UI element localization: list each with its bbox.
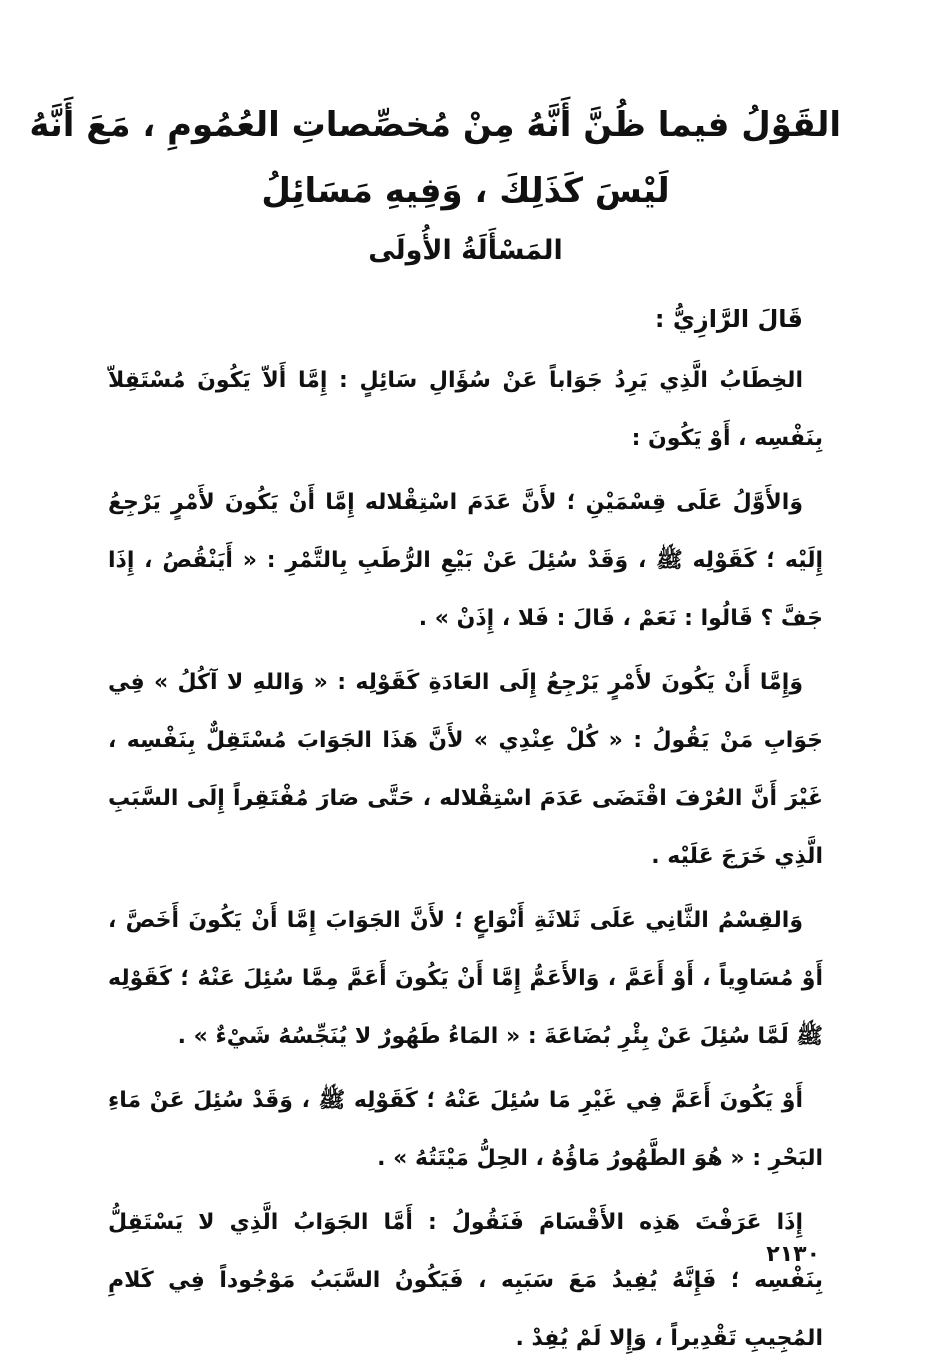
paragraph-4: وَالقِسْمُ الثَّانِي عَلَى ثَلاثَةِ أَنْوَاعٍ ؛ لأَنَّ الجَوَابَ إِمَّا أَنْ يَكُونَ أَخَصَّ ، أَوْ مُسَاوِياً ، أَوْ أَعَمَّ ، وَالأَعَمُّ إِمَّا أَنْ يَكُونَ أَعَمَّ مِمَّا سُئِلَ عَنْهُ ؛ كَقَوْلِه ﷺ لَمَّا سُئِلَ عَنْ بِئْرِ بُضَاعَةَ : « المَاءُ طَهُورٌ لا يُنَجِّسُهُ شَيْءٌ » . xyxy=(108,908,823,1049)
page-number: ٢١٣٠ xyxy=(766,1242,820,1267)
chapter-heading xyxy=(29,92,841,278)
page-body xyxy=(108,292,823,1368)
paragraph-1: الخِطَابُ الَّذِي يَرِدُ جَوَاباً عَنْ سُؤَالِ سَائِلٍ : إِمَّا أَلاّ يَكُونَ مُسْتَقِلاّ بِنَفْسِه ، أَوْ يَكُونَ : xyxy=(108,368,823,451)
speaker-attribution: قَالَ الرَّازِيُّ : xyxy=(654,305,803,333)
chapter-title-line-1: القَوْلُ فيما ظُنَّ أَنَّهُ مِنْ مُخصِّصاتِ العُمُومِ ، مَعَ أَنَّهُ xyxy=(29,105,841,145)
paragraph-2: وَالأَوَّلُ عَلَى قِسْمَيْنِ ؛ لأَنَّ عَدَمَ اسْتِقْلاله إِمَّا أَنْ يَكُونَ لأَمْرٍ يَرْجِعُ إِلَيْه ؛ كَقَوْلِه ﷺ ، وَقَدْ سُئِلَ عَنْ بَيْعِ الرُّطَبِ بِالتَّمْرِ : « أَيَنْقُصُ ، إِذَا جَفَّ ؟ قَالُوا : نَعَمْ ، قَالَ : فَلا ، إِذَنْ » . xyxy=(108,490,823,631)
section-subtitle: المَسْأَلَةُ الأُولَى xyxy=(368,235,563,266)
chapter-title-line-2: لَيْسَ كَذَلِكَ ، وَفِيهِ مَسَائِلُ xyxy=(261,171,670,211)
paragraph-6: إِذَا عَرَفْتَ هَذِه الأَقْسَامَ فَنَقُولُ : أَمَّا الجَوَابُ الَّذِي لا يَسْتَقِلُّ بِنَفْسِه ؛ فَإِنَّهُ يُفِيدُ مَعَ سَبَبِه ، فَيَكُونُ السَّبَبُ مَوْجُوداً فِي كَلامِ المُجِيبِ تَقْدِيراً ، وَإِلا لَمْ يُفِدْ . xyxy=(108,1210,823,1351)
paragraph-5: أَوْ يَكُونَ أَعَمَّ فِي غَيْرِ مَا سُئِلَ عَنْهُ ؛ كَقَوْلِه ﷺ ، وَقَدْ سُئِلَ عَنْ مَاءِ البَحْرِ : « هُوَ الطَّهُورُ مَاؤُهُ ، الحِلُّ مَيْتَتُهُ » . xyxy=(108,1088,823,1171)
paragraph-3: وَإِمَّا أَنْ يَكُونَ لأَمْرٍ يَرْجِعُ إِلَى العَادَةِ كَقَوْلِه : « وَاللهِ لا آكُلُ » فِي جَوَابِ مَنْ يَقُولُ : « كُلْ عِنْدِي » لأَنَّ هَذَا الجَوَابَ مُسْتَقِلٌّ بِنَفْسِه ، غَيْرَ أَنَّ العُرْفَ اقْتَضَى عَدَمَ اسْتِقْلاله ، حَتَّى صَارَ مُفْتَقِراً إِلَى السَّبَبِ الَّذِي خَرَجَ عَلَيْه . xyxy=(108,670,823,869)
